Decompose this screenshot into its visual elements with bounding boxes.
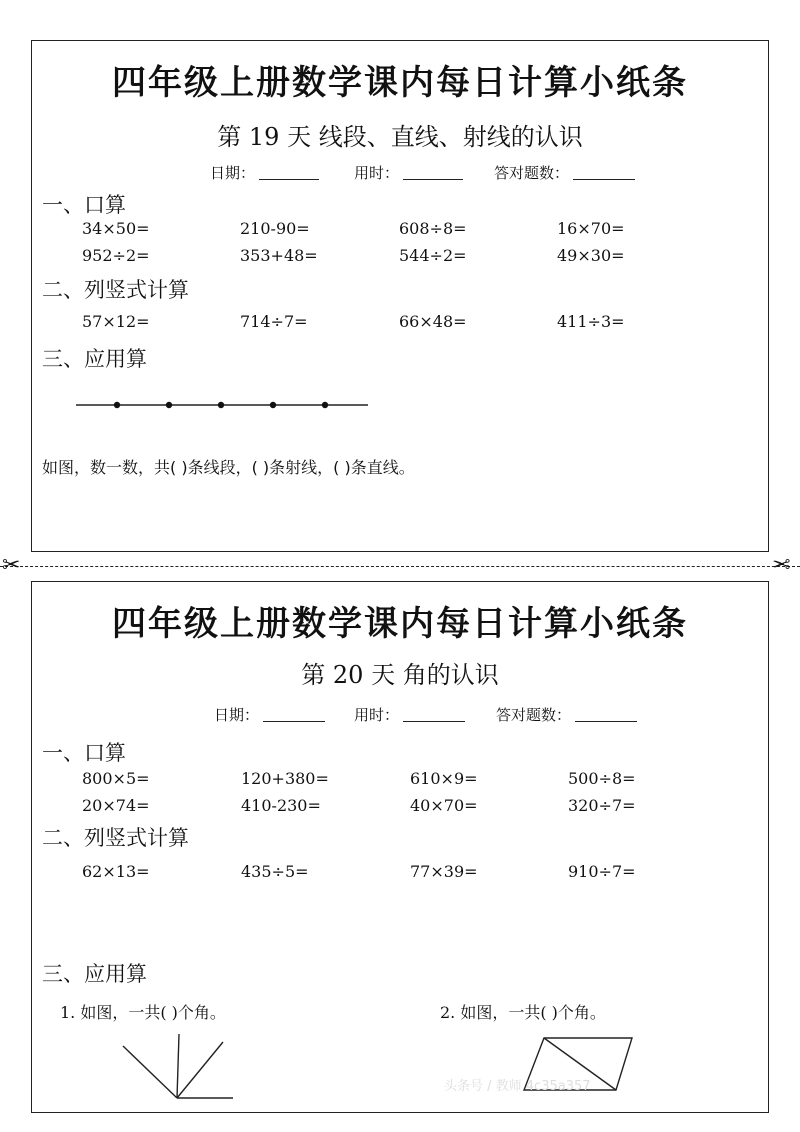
daily-sheet-19 bbox=[31, 40, 769, 552]
watermark: 头条号 / 教师 4c35a357 bbox=[444, 1079, 591, 1094]
angles-figure bbox=[117, 1032, 237, 1102]
date-field bbox=[214, 704, 325, 725]
oral-problem: 320÷7= bbox=[568, 796, 636, 815]
section-vertical: 二、列竖式计算 bbox=[42, 826, 189, 850]
day-title: 第 20 天 角的认识 bbox=[301, 661, 499, 689]
day-title: 第 19 天 线段、直线、射线的认识 bbox=[217, 123, 583, 151]
oral-problem: 608÷8= bbox=[399, 219, 467, 238]
date-blank bbox=[263, 707, 325, 722]
oral-problem: 610×9= bbox=[410, 769, 478, 788]
scissors-icon: ✂ bbox=[772, 553, 791, 578]
cut-line bbox=[0, 566, 800, 568]
oral-problem: 210-90= bbox=[240, 219, 310, 238]
correct-count-label: 答对题数： bbox=[496, 706, 572, 724]
oral-problem: 410-230= bbox=[241, 796, 321, 815]
correct-count-field bbox=[496, 704, 637, 725]
date-field bbox=[210, 162, 319, 183]
time-label: 用时： bbox=[354, 164, 400, 182]
section-oral: 一、口算 bbox=[42, 741, 126, 765]
time-field bbox=[354, 162, 463, 183]
oral-problem: 40×70= bbox=[410, 796, 478, 815]
section-vertical: 二、列竖式计算 bbox=[42, 278, 189, 302]
daily-sheet-20 bbox=[31, 581, 769, 1113]
oral-problem: 120+380= bbox=[241, 769, 329, 788]
oral-problem: 34×50= bbox=[82, 219, 150, 238]
date-label: 日期： bbox=[210, 164, 256, 182]
correct-count-blank bbox=[573, 165, 635, 180]
time-label: 用时： bbox=[354, 706, 400, 724]
vertical-problem: 411÷3= bbox=[557, 312, 625, 331]
oral-problem: 500÷8= bbox=[568, 769, 636, 788]
sheet-title: 四年级上册数学课内每日计算小纸条 bbox=[112, 63, 688, 103]
oral-problem: 16×70= bbox=[557, 219, 625, 238]
vertical-problem: 435÷5= bbox=[241, 862, 309, 881]
angle-question-2: 2. 如图，一共( )个角。 bbox=[440, 1003, 606, 1022]
section-oral: 一、口算 bbox=[42, 193, 126, 217]
section-application: 三、应用算 bbox=[42, 347, 147, 371]
line-with-points-figure bbox=[72, 393, 372, 417]
vertical-problem: 62×13= bbox=[82, 862, 150, 881]
oral-problem: 49×30= bbox=[557, 246, 625, 265]
time-field bbox=[354, 704, 465, 725]
oral-problem: 800×5= bbox=[82, 769, 150, 788]
vertical-problem: 66×48= bbox=[399, 312, 467, 331]
vertical-problem: 77×39= bbox=[410, 862, 478, 881]
scissors-icon: ✂ bbox=[2, 553, 21, 578]
vertical-problem: 714÷7= bbox=[240, 312, 308, 331]
count-lines-question: 如图，数一数，共( )条线段，( )条射线，( )条直线。 bbox=[42, 458, 415, 477]
vertical-problem: 910÷7= bbox=[568, 862, 636, 881]
date-blank bbox=[259, 165, 319, 180]
angle-question-1: 1. 如图，一共( )个角。 bbox=[60, 1003, 226, 1022]
oral-problem: 952÷2= bbox=[82, 246, 150, 265]
oral-problem: 353+48= bbox=[240, 246, 318, 265]
sheet-title: 四年级上册数学课内每日计算小纸条 bbox=[112, 604, 688, 644]
oral-problem: 20×74= bbox=[82, 796, 150, 815]
oral-problem: 544÷2= bbox=[399, 246, 467, 265]
section-application: 三、应用算 bbox=[42, 962, 147, 986]
correct-count-label: 答对题数： bbox=[494, 164, 570, 182]
vertical-problem: 57×12= bbox=[82, 312, 150, 331]
time-blank bbox=[403, 707, 465, 722]
correct-count-field bbox=[494, 162, 635, 183]
time-blank bbox=[403, 165, 463, 180]
date-label: 日期： bbox=[214, 706, 260, 724]
correct-count-blank bbox=[575, 707, 637, 722]
